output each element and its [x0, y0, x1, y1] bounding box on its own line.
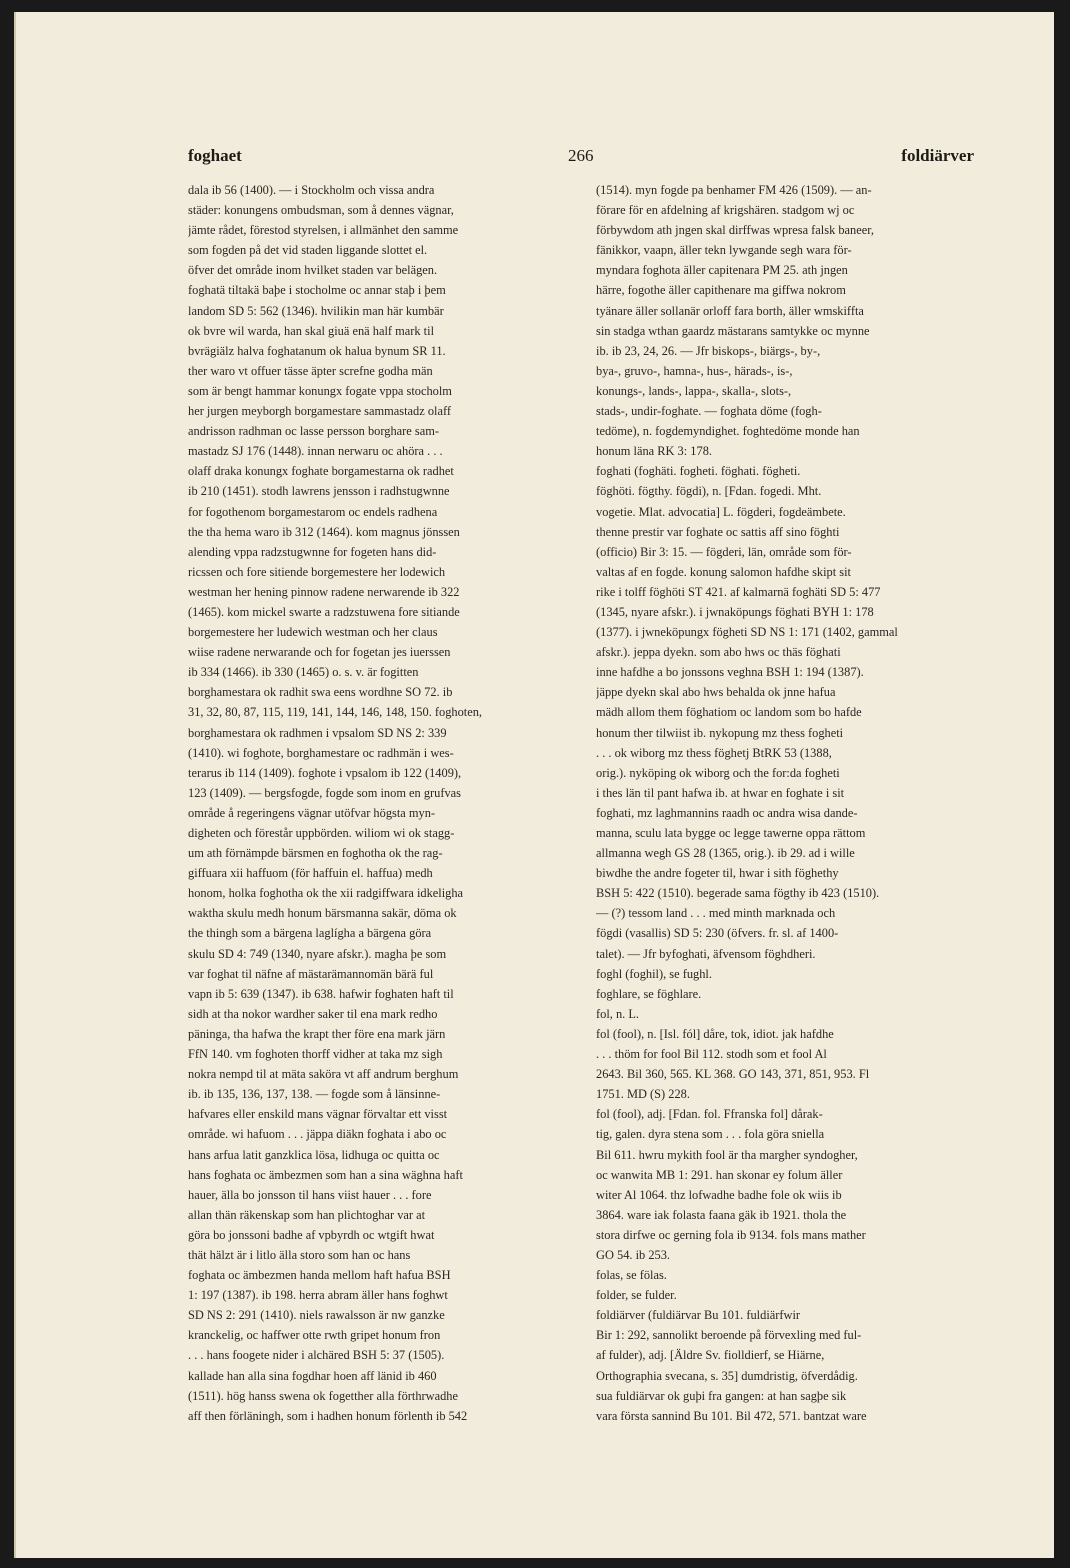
text-line: vogetie. Mlat. advocatia] L. fögderi, fogdeämbete. [596, 504, 846, 519]
text-line: aff then förläningh, som i hadhen honum förlenth ib 542 [188, 1408, 468, 1423]
text-line: valtas af en fogde. konung salomon hafdhe skipt sit [596, 564, 851, 579]
text-line: område å regeringens vägnar utöfvar högsta myn- [188, 805, 436, 820]
text-line: fögdi (vasallis) SD 5: 230 (öfvers. fr. sl. af 1400- [596, 926, 839, 941]
text-line: . . . ok wiborg mz thess föghetj BtRK 53 (1388, [596, 745, 832, 760]
text-line: ok bvre wil warda, han skal giuä enä half mark til [188, 323, 435, 338]
text-line: the thingh som a bärgena laglígha a bärgena göra [188, 926, 432, 941]
text-line: hans arfua latit ganzklica lösa, lidhuga oc quitta oc [188, 1147, 440, 1162]
text-line: i thes län til pant hafwa ib. at hwar en foghate i sit [596, 785, 845, 800]
text-line: Bil 611. hwru mykith fool är tha margher syndogher, [596, 1147, 858, 1162]
text-line: for fogothenom borgamestarom oc endels radhena [188, 504, 438, 519]
text-line: afskr.). jeppa dyekn. som abo hws oc thäs föghati [596, 645, 841, 660]
text-line: stora dirfwe oc gerning fola ib 9134. fols mans mather [596, 1227, 866, 1242]
text-line: var foghat til näfne af mästarämannomän bärä ful [188, 966, 434, 981]
text-line: terarus ib 114 (1409). foghote i vpsalom ib 122 (1409), [188, 765, 462, 780]
text-line: foghatä tiltakä baþe i stocholme oc annar staþ i þem [188, 283, 446, 298]
text-line: fol (fool), n. [Isl. fól] dåre, tok, idiot. jak hafdhe [596, 1026, 834, 1041]
text-line: borghamestara ok radhit swa eens wordhne SO 72. ib [188, 685, 453, 700]
text-line: som är bengt hammar konungx fogate vppa stocholm [188, 383, 452, 398]
text-line: härre, fogothe äller capithenare ma giffwa nokrom [596, 283, 846, 298]
text-line: skulu SD 4: 749 (1340, nyare afskr.). magha þe som [188, 946, 447, 961]
text-line: her jurgen meyborgh borgamestare sammastadz olaff [188, 404, 451, 419]
text-line: wiise radene nerwarande och for fogetan jes iuerssen [188, 645, 451, 660]
text-line: talet). — Jfr byfoghati, äfvensom föghdheri. [596, 946, 816, 961]
text-line: allan thän räkenskap som han plichtoghar var at [188, 1207, 426, 1222]
text-line: göra bo jonssoni badhe af vpbyrdh oc wtgift hwat [188, 1227, 435, 1242]
text-line: tyänare äller sollanär orloff fara borth, äller wmskiffta [596, 303, 864, 318]
text-line: mädh allom them föghatiom oc landom som bo hafde [596, 705, 862, 720]
text-line: jäppe dyekn skal abo hws behalda ok jnne hafua [596, 685, 836, 700]
text-line: kranckelig, oc haffwer otte rwth gripet honum fron [188, 1328, 441, 1343]
text-line: thenne prestir var foghate oc sattis aff sino föghti [596, 524, 840, 539]
text-line: alending vppa radzstugwnne for fogeten hans did- [188, 544, 437, 559]
text-line: ib 334 (1466). ib 330 (1465) o. s. v. är fogitten [188, 665, 419, 680]
left-column [188, 180, 584, 1426]
text-line: orig.). nyköping ok wiborg och the for:da fogheti [596, 765, 840, 780]
text-line: hans foghata oc ämbezmen som han a sina wäghna haft [188, 1167, 463, 1182]
text-line: af fulder), adj. [Äldre Sv. fiolldierf, se Hiärne, [596, 1348, 825, 1363]
text-line: ib 210 (1451). stodh lawrens jensson i radhstugwnne [188, 484, 450, 499]
text-line: honum ther tilwiist ib. nykopung mz thess fogheti [596, 725, 844, 740]
text-line: tig, galen. dyra stena som . . . fola göra sniella [596, 1127, 825, 1142]
text-line: inne hafdhe a bo jonssons veghna BSH 1: 194 (1387). [596, 665, 864, 680]
text-line: konungs-, lands-, lappa-, skalla-, slots-, [596, 383, 792, 398]
text-line: jämte rådet, förestod styrelsen, i allmänhet den samme [188, 223, 459, 238]
text-line: vapn ib 5: 639 (1347). ib 638. hafwir foghaten haft til [188, 986, 454, 1001]
text-line: . . . thöm for fool Bil 112. stodh som et fool Al [596, 1047, 827, 1062]
text-line: (1345, nyare afskr.). i jwnaköpungs föghati BYH 1: 178 [596, 604, 874, 619]
text-line: fänikkor, vaapn, äller tekn lywgande segh wara för- [596, 243, 852, 258]
text-line: (1410). wi foghote, borghamestare oc radhmän i wes- [188, 745, 454, 760]
text-line: Orthographia svecana, s. 35] dumdristig, öfverdådig. [596, 1368, 858, 1383]
text-line: kallade han alla sina fogdhar hoen aff länid ib 460 [188, 1368, 437, 1383]
text-line: fol (fool), adj. [Fdan. fol. Ffranska fol] dårak- [596, 1107, 823, 1122]
text-line: öfver det område inom hvilket staden var belägen. [188, 263, 438, 278]
text-line: 31, 32, 80, 87, 115, 119, 141, 144, 146, 148, 150. foghoten, [188, 705, 483, 720]
text-line: (officio) Bir 3: 15. — fögderi, län, område som för- [596, 544, 852, 559]
text-line: hafvares eller enskild mans vägnar förvaltar ett visst [188, 1107, 448, 1122]
text-line: 3864. ware iak folasta faana gäk ib 1921. thola the [596, 1207, 847, 1222]
text-line: förbywdom ath jngen skal dirffwas wpresa falsk baneer, [596, 223, 874, 238]
text-line: foghati (foghäti. fogheti. föghati. fögheti. [596, 464, 801, 479]
text-line: borghamestara ok radhmen i vpsalom SD NS 2: 339 [188, 725, 447, 740]
text-line: waktha skulu medh honum bärsmanna sakär, döma ok [188, 906, 457, 921]
dictionary-page [14, 12, 1054, 1558]
text-line: folas, se fölas. [596, 1268, 667, 1283]
text-line: (1511). hög hanss swena ok fogetther alla förthrwadhe [188, 1388, 458, 1403]
text-line: som fogden på det vid staden liggande slottet el. [188, 243, 428, 258]
text-line: . . . hans foogete nider i alchäred BSH 5: 37 (1505). [188, 1348, 445, 1363]
text-line: thät hälzt är i litlo älla storo som han oc hans [188, 1247, 411, 1262]
text-line: sin stadga wthan gaardz mästarans samtykke oc mynne [596, 323, 870, 338]
page-number: 266 [568, 146, 594, 165]
text-line: sua fuldiärvar ok guþi fra gangen: at han sagþe sik [596, 1388, 847, 1403]
text-line: foghata oc ämbezmen handa mellom haft hafua BSH [188, 1268, 451, 1283]
text-line: bya-, gruvo-, hamna-, hus-, härads-, is-, [596, 363, 793, 378]
text-line: honom, holka foghotha ok the xii radgiffwara idkeligha [188, 886, 464, 901]
text-line: foldiärver (fuldiärvar Bu 101. fuldiärfwir [596, 1308, 801, 1323]
page-header [188, 146, 974, 172]
text-line: mastadz SJ 176 (1448). innan nerwaru oc ahöra . . . [188, 444, 443, 459]
text-line: the tha hema waro ib 312 (1464). kom magnus jönssen [188, 524, 460, 539]
text-line: ib. ib 135, 136, 137, 138. — fogde som å länsinne- [188, 1087, 441, 1102]
text-line: manna, sculu lata bygge oc legge tawerne oppa rättom [596, 826, 866, 840]
text-line: folder, se fulder. [596, 1288, 677, 1303]
text-line: 1751. MD (S) 228. [596, 1087, 690, 1102]
text-line: (1377). i jwneköpungx fögheti SD NS 1: 171 (1402, gammal [596, 625, 898, 640]
text-line: nokra nempd til at mäta saköra vt aff andrum berghum [188, 1067, 459, 1082]
text-line: oc wanwita MB 1: 291. han skonar ey folum äller [596, 1167, 843, 1182]
text-line: olaff draka konungx foghate borgamestarna ok radhet [188, 464, 454, 479]
text-line: biwdhe the andre fogeter til, hwar i sith föghethy [596, 866, 839, 881]
text-line: rike i tolff föghöti ST 421. af kalmarnä foghäti SD 5: 477 [596, 584, 881, 599]
right-column [596, 180, 992, 1426]
text-line: hauer, älla bo jonsson til hans viist hauer . . . fore [188, 1187, 432, 1202]
text-line: tedöme), n. fogdemyndighet. foghtedöme monde han [596, 424, 860, 439]
text-line: digheten och förestår uppbörden. wiliom wi ok stagg- [188, 826, 455, 840]
left-running-head: foghaet [188, 146, 242, 165]
text-line: foghlare, se föghlare. [596, 986, 702, 1001]
text-line: ib. ib 23, 24, 26. — Jfr biskops-, biärgs-, by-, [596, 343, 821, 358]
text-line: allmanna wegh GS 28 (1365, orig.). ib 29. ad i wille [596, 846, 855, 861]
text-line: bvrägiälz halva foghatanum ok halua bynum SR 11. [188, 343, 446, 358]
text-line: borgemestere her ludewich westman och her claus [188, 625, 438, 640]
text-line: område. wi hafuom . . . jäppa diäkn foghata i abo oc [188, 1127, 447, 1142]
text-line: 2643. Bil 360, 565. KL 368. GO 143, 371, 851, 953. Fl [596, 1067, 870, 1082]
text-line: föghöti. fögthy. fögdi), n. [Fdan. fogedi. Mht. [596, 484, 822, 499]
text-line: dala ib 56 (1400). — i Stockholm och vissa andra [188, 183, 435, 197]
text-line: honum läna RK 3: 178. [596, 444, 712, 459]
text-line: — (?) tessom land . . . med minth marknada och [596, 906, 836, 921]
text-line: BSH 5: 422 (1510). begerade sama fögthy ib 423 (1510). [596, 886, 880, 901]
text-line: Bir 1: 292, sannolikt beroende på förvexling med ful- [596, 1328, 862, 1343]
text-line: giffuara xii haffuom (för haffuin el. haffua) medh [188, 866, 433, 881]
text-line: SD NS 2: 291 (1410). niels rawalsson är nw ganzke [188, 1308, 445, 1323]
text-line: vara första sannind Bu 101. Bil 472, 571. bantzat ware [596, 1408, 867, 1423]
text-line: päninga, tha hafwa the krapt ther före ena mark järn [188, 1026, 446, 1041]
text-line: FfN 140. vm foghoten thorff vidher at taka mz sigh [188, 1047, 443, 1062]
text-line: andrisson radhman oc lasse persson borghare sam- [188, 424, 439, 439]
text-line: ther waro vt offuer tässe äpter screfne godha män [188, 363, 433, 378]
text-line: ricssen och fore sitiende borgemestere her lodewich [188, 564, 446, 579]
text-line: westman her hening pinnow radene nerwarende ib 322 [188, 584, 460, 599]
text-line: (1514). myn fogde pa benhamer FM 426 (1509). — an- [596, 183, 872, 197]
text-line: 1: 197 (1387). ib 198. herra abram äller hans foghwt [188, 1288, 448, 1303]
text-line: myndara foghota äller capitenara PM 25. ath jngen [596, 263, 848, 278]
text-line: förare för en afdelning af krigshären. stadgom wj oc [596, 203, 855, 218]
text-line: städer: konungens ombudsman, som å dennes vägnar, [188, 203, 454, 218]
text-line: witer Al 1064. thz lofwadhe badhe fole ok wiis ib [596, 1187, 842, 1202]
text-line: landom SD 5: 562 (1346). hvilikin man här kumbär [188, 303, 444, 318]
text-line: sidh at tha nokor wardher saker til ena mark redho [188, 1006, 438, 1021]
text-line: 123 (1409). — bergsfogde, fogde som inom en grufvas [188, 785, 462, 800]
right-running-head: foldiärver [901, 146, 974, 165]
text-line: um ath förnämpde bärsmen en foghotha ok the rag- [188, 846, 443, 861]
text-line: stads-, undir-foghate. — foghata döme (fogh- [596, 404, 822, 419]
text-line: GO 54. ib 253. [596, 1247, 670, 1262]
text-line: foghl (foghil), se fughl. [596, 966, 712, 981]
text-line: (1465). kom mickel swarte a radzstuwena fore sitiande [188, 604, 460, 619]
text-line: foghati, mz laghmannins raadh oc andra wisa dande- [596, 805, 858, 820]
text-line: fol, n. L. [596, 1006, 640, 1021]
